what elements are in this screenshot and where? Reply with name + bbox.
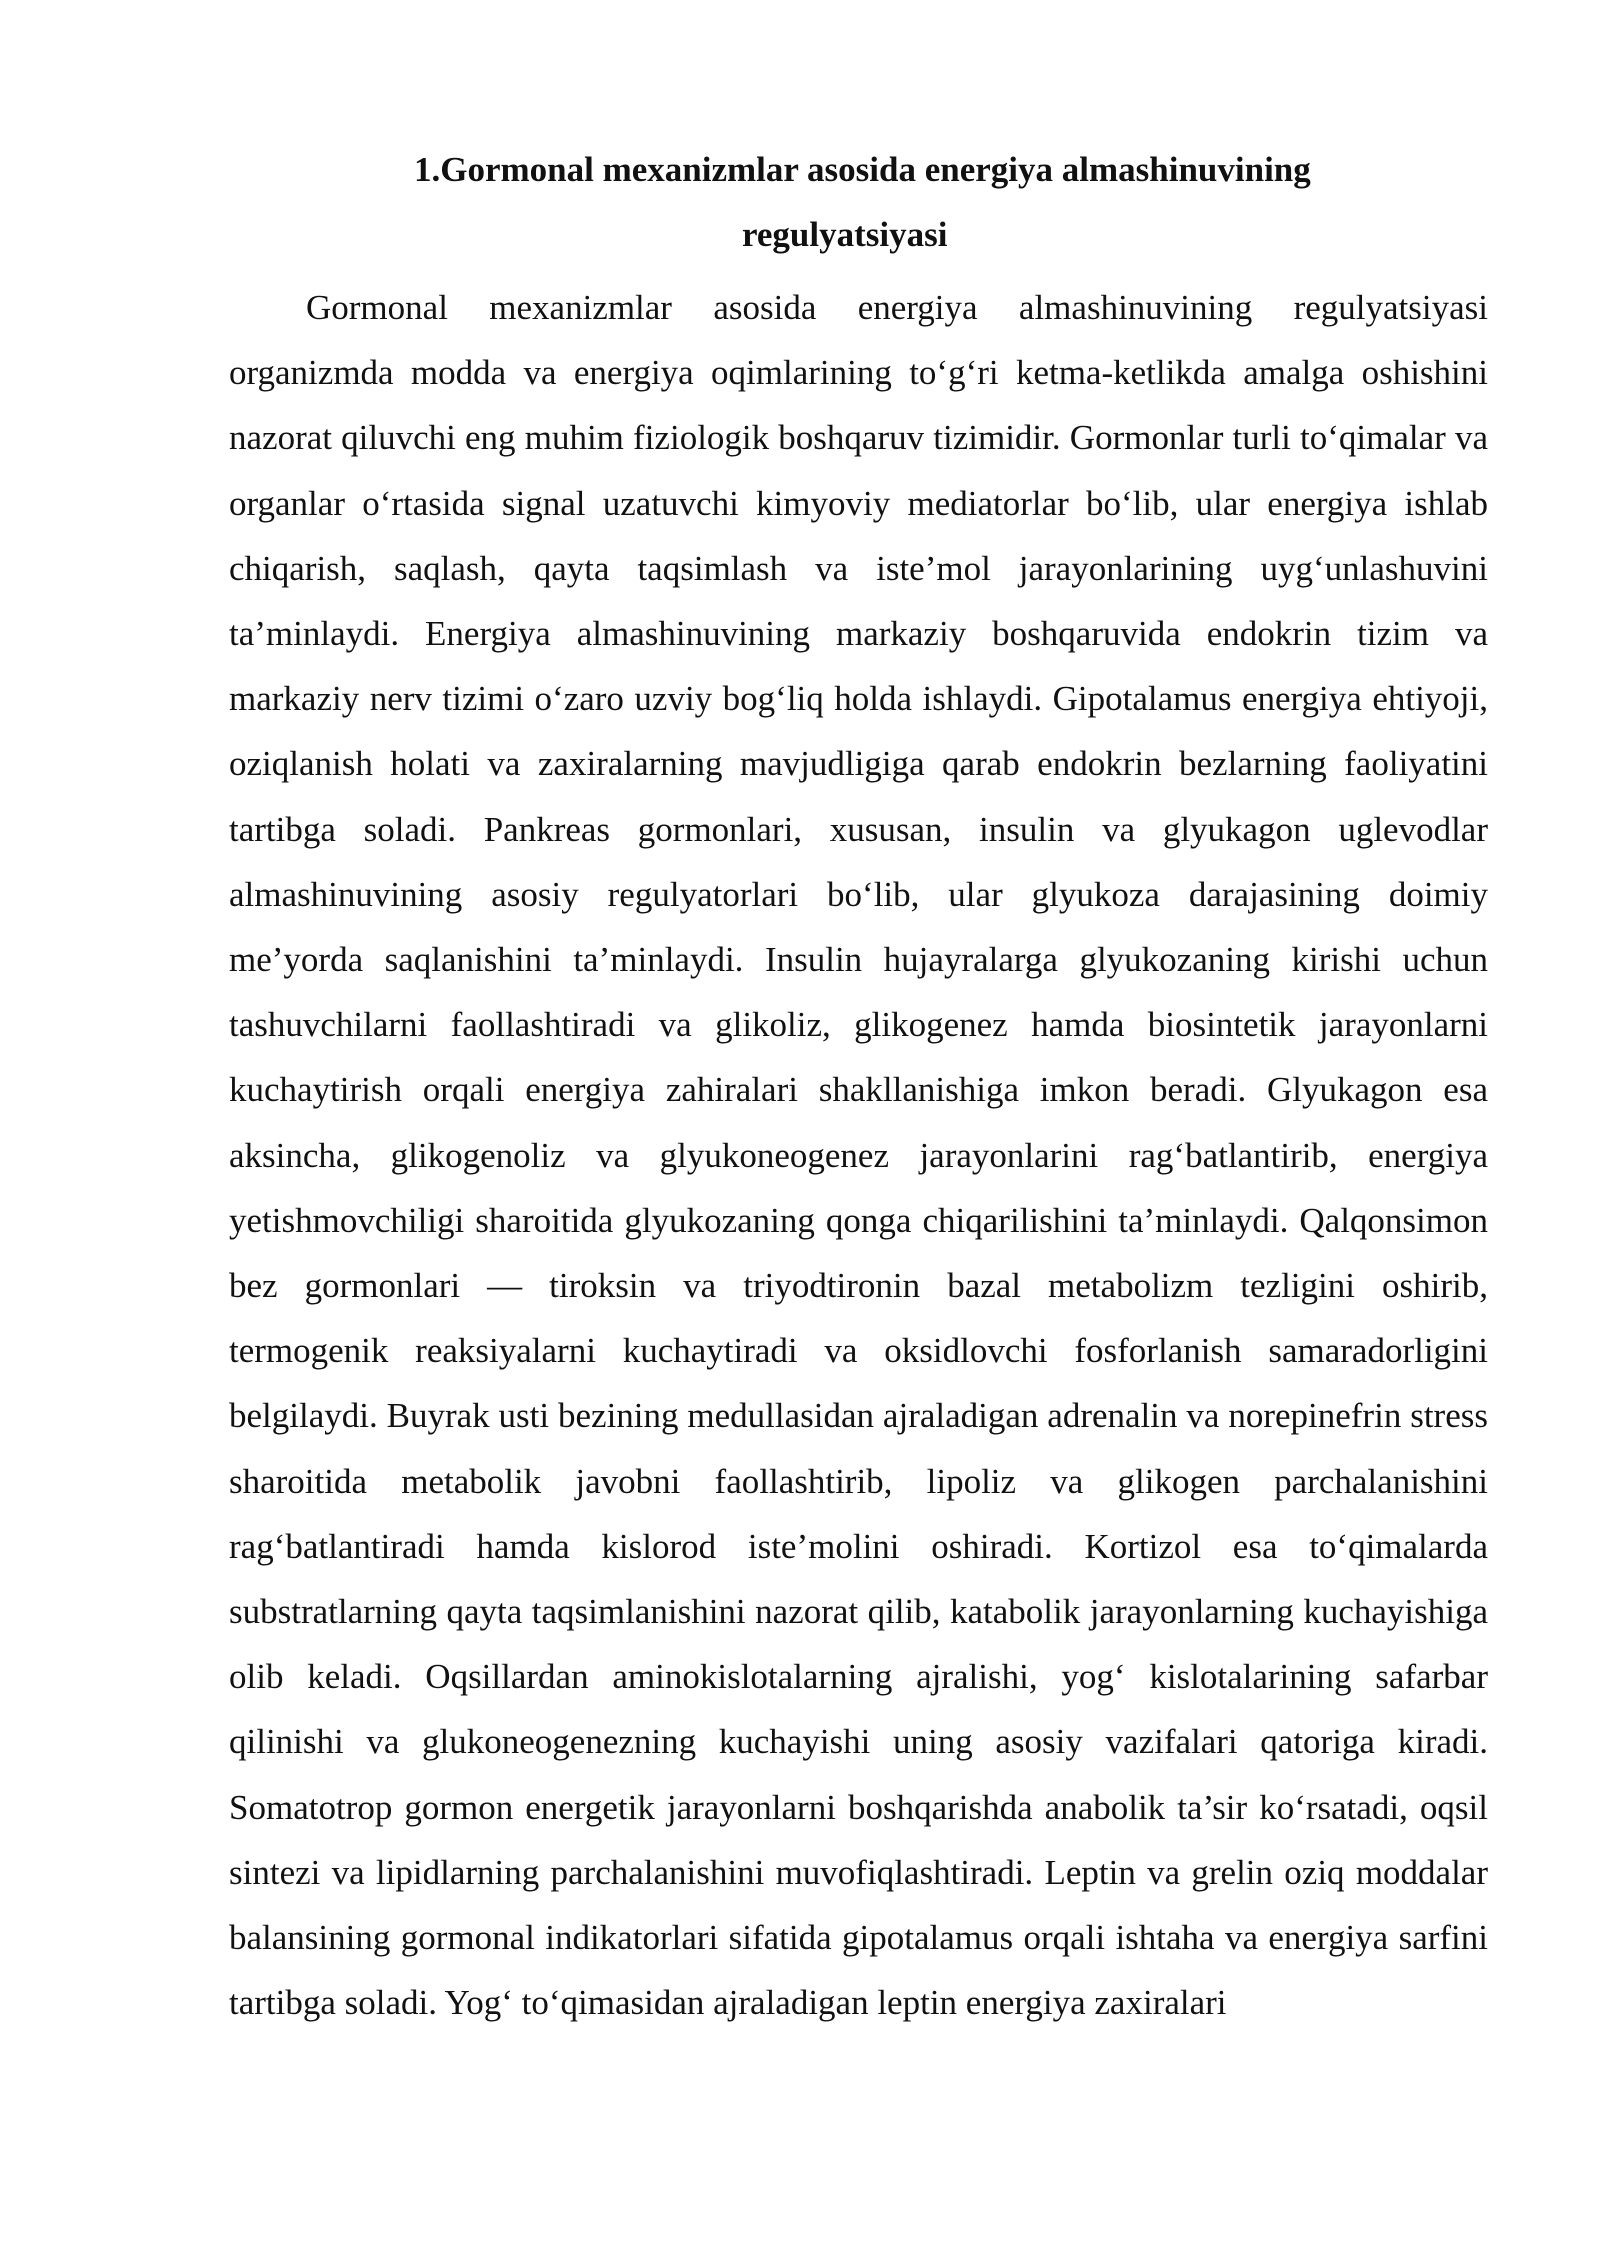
body-paragraph: Gormonal mexanizmlar asosida energiya almashinuvining regulyatsiyasi organizmda modda va energiya oqimlarining to‘g‘ri ketma-ketlikda amalga oshishini nazorat qiluvchi eng muhim fiziologik boshqaruv tizimidir. Gormonlar turli to‘qimalar va organlar o‘rtasida signal uzatuvchi kimyoviy mediatorlar bo‘lib, ular energiya ishlab chiqarish, saqlash, qayta taqsimlash va iste’mol jarayonlarining uyg‘unlashuvini ta’minlaydi. Energiya almashinuvining markaziy boshqaruvida endokrin tizim va markaziy nerv tizimi o‘zaro uzviy bog‘liq holda ishlaydi. Gipotalamus energiya ehtiyoji, oziqlanish holati va zaxiralarning mavjudligiga qarab endokrin bezlarning faoliyatini tartibga soladi. Pankreas gormonlari, xususan, insulin va glyukagon uglevodlar almashinuvining asosiy regulyatorlari bo‘lib, ular glyukoza darajasining doimiy me’yorda saqlanishini ta’minlaydi. Insulin hujayralarga glyukozaning kirishi uchun tashuvchilarni faollashtiradi va glikoliz, glikogenez hamda biosintetik jarayonlarni kuchaytirish orqali energiya zahiralari shakllanishiga imkon beradi. Glyukagon esa aksincha, glikogenoliz va glyukoneogenez jarayonlarini rag‘batlantirib, energiya yetishmovchiligi sharoitida glyukozaning qonga chiqarilishini ta’minlaydi. Qalqonsimon bez gormonlari — tiroksin va triyodtironin bazal metabolizm tezligini oshirib, termogenik reaksiyalarni kuchaytiradi va oksidlovchi fosforlanish samaradorligini belgilaydi. Buyrak usti bezining medullasidan ajraladigan adrenalin va norepinefrin stress sharoitida metabolik javobni faollashtirib, lipoliz va glikogen parchalanishini rag‘batlantiradi hamda kislorod iste’molini oshiradi. Kortizol esa to‘qimalarda substratlarning qayta taqsimlanishini nazorat qilib, katabolik jarayonlarning kuchayishiga olib keladi. Oqsillardan aminokislotalarning ajralishi, yog‘ kislotalarining safarbar qilinishi va glukoneogenezning kuchayishi uning asosiy vazifalari qatoriga kiradi. Somatotrop gormon energetik jarayonlarni boshqarishda anabolik ta’sir ko‘rsatadi, oqsil sintezi va lipidlarning parchalanishini muvofiqlashtiradi. Leptin va grelin oziq moddalar balansining gormonal indikatorlari sifatida gipotalamus orqali ishtaha va energiya sarfini tartibga soladi. Yog‘ to‘qimasidan ajraladigan leptin energiya zaxiralari: [229, 288, 1488, 2023]
section-heading-line-2: regulyatsiyasi: [742, 215, 948, 254]
section-heading-line-1: 1.Gormonal mexanizmlar asosida energiya almashinuvining: [414, 150, 1311, 189]
